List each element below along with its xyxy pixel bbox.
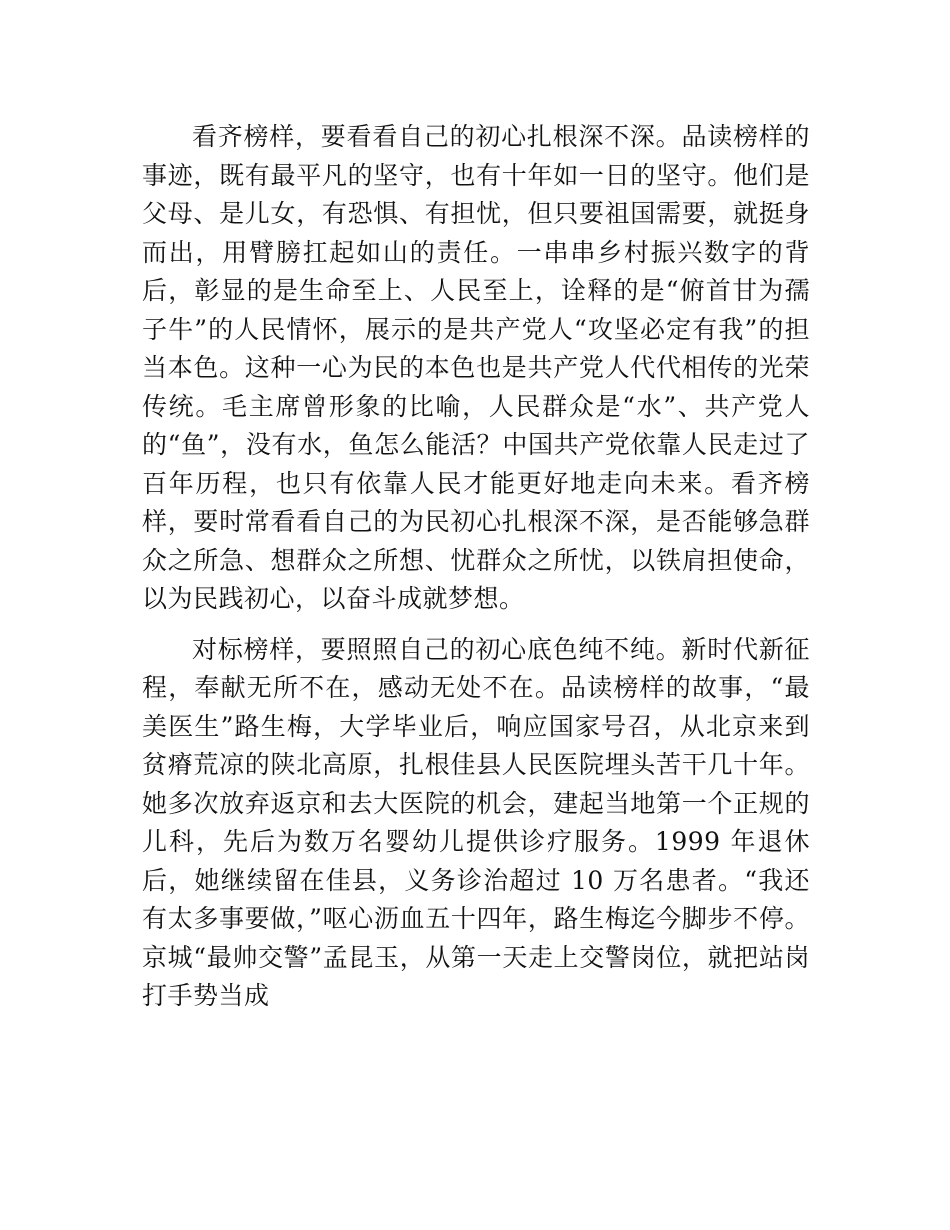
paragraph-2: 对标榜样，要照照自己的初心底色纯不纯。新时代新征程，奉献无所不在，感动无处不在。品读榜样的故事，“最美医生”路生梅，大学毕业后，响应国家号召，从北京来到贫瘠荒凉的陕北高原，扎根佳县人民医院埋头苦干几十年。她多次放弃返京和去大医院的机会，建起当地第一个正规的儿科，先后为数万名婴幼儿提供诊疗服务。1999 年退休后，她继续留在佳县，义务诊治超过 10 万名患者。“我还有太多事要做，”呕心沥血五十四年，路生梅迄今脚步不停。京城“最帅交警”孟昆玉，从第一天走上交警岗位，就把站岗打手势当成: [142, 634, 810, 1010]
paragraph-1: 看齐榜样，要看看自己的初心扎根深不深。品读榜样的事迹，既有最平凡的坚守，也有十年如一日的坚守。他们是父母、是儿女，有恐惧、有担忧，但只要祖国需要，就挺身而出，用臂膀扛起如山的责任。一串串乡村振兴数字的背后，彰显的是生命至上、人民至上，诠释的是“俯首甘为孺子牛”的人民情怀，展示的是共产党人“攻坚必定有我”的担当本色。这种一心为民的本色也是共产党人代代相传的光荣传统。毛主席曾形象的比喻，人民群众是“水”、共产党人的“鱼”，没有水，鱼怎么能活？中国共产党依靠人民走过了百年历程，也只有依靠人民才能更好地走向未来。看齐榜样，要时常看看自己的为民初心扎根深不深，是否能够急群众之所急、想群众之所想、忧群众之所忧，以铁肩担使命，以为民践初心，以奋斗成就梦想。: [142, 122, 810, 613]
document-body: [142, 118, 810, 1028]
